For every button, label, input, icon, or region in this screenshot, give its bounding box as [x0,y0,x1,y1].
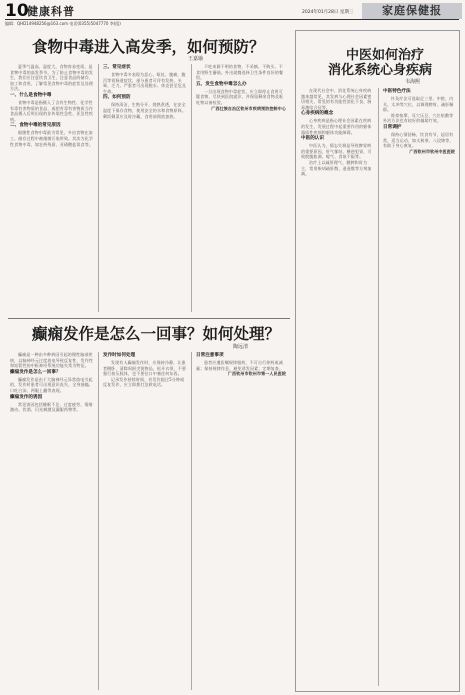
paragraph: 常见诱因包括睡眠不足、过度疲劳、情绪激动、饮酒、闪光刺激及漏服药物等。 [10,401,93,413]
column-divider [98,352,99,690]
paragraph: 夏季气温高，湿度大，食物容易变质，是食物中毒的高发季节。为了防止食物中毒的发生，我们应注意饮食卫生，注意食品的储存、加工和食用，了解常见食物中毒的症状及处理方法。 [10,64,93,92]
subheading: 心身疾病的概念 [301,111,334,117]
subheading: 癫痫发作的诱因 [10,394,43,400]
page-header [0,0,465,26]
editor-info: 编辑：QHD14948256@163.com 电话(0355)5047770 李(组) [5,21,121,26]
paragraph: 保持清洁，生熟分开，烧熟煮透，在安全温度下保存食物，使用安全的水和食物原料。剩饭剩菜应及时冷藏，食用前彻底加热。 [103,102,186,119]
article-source: 广西钦州市钦州市第一人民医院 [227,371,286,377]
article-column [196,64,286,312]
subheading: 五、发生食物中毒怎么办 [196,81,247,87]
newspaper-masthead: 家庭保健报 [362,3,462,19]
header-rule [5,19,459,20]
article-column [10,352,94,690]
paragraph: 记录发作持续时间，若发作超过5分钟或反复发作，应立即拨打急救电话。 [103,376,185,388]
article-title-line-2: 消化系统心身疾病 [327,63,432,78]
article-column [103,64,187,312]
paragraph: 一旦出现食物中毒症状，应立即停止食用可疑食物，尽快到医院就诊，并保留剩余食物及呕吐物以备检验。 [196,88,284,105]
paragraph: 针灸疗法可选取足三里、中脘、内关、太冲等穴位，以调理脾胃、疏肝解郁。 [383,96,454,113]
paragraph: 心身疾病是指心理社会因素在疾病的发生、发展过程中起重要作用的躯体器质性疾病和躯体功能障碍。 [301,118,372,135]
column-divider [98,64,99,312]
paragraph: 发现有人癫痫发作时，应保持冷静，让患者侧卧，清除周围尖锐物品，松开衣领，不要强行按压肢体，也不要往口中塞任何东西。 [103,360,186,377]
paragraph: 细菌性食物中毒最为常见，多由食物在加工、储存过程中被细菌污染所致。其次为化学性食物中毒，如农药残留、亚硝酸盐误食等。 [10,130,93,147]
paragraph: 推拿按摩、耳穴压豆、穴位贴敷等外治方法也有较好的辅助疗效。 [383,112,454,124]
subheading: 四、如何预防 [103,95,131,101]
paragraph: 食物中毒是指摄入了含有生物性、化学性有毒有害物质的食品，或把有毒有害物质当作食品摄入后所出现的非传染性急性、亚急性疾病。 [10,99,93,122]
column-divider [191,352,192,690]
article-author: 陶远清 [233,344,249,350]
subheading: 癫痫发作是怎么一回事？ [10,369,61,375]
subheading: 中医的认识 [301,136,324,142]
article-column [301,88,373,688]
paragraph: 保持心情舒畅，饮食有节，起居有常，适当运动，如太极拳、八段锦等，有助于身心康复。 [383,131,454,149]
paragraph: 患者应遵医嘱规律服药，不可自行停药或减量；保持规律作息，避免诱发因素；定期复查。 [196,360,284,371]
article-column [103,352,187,690]
subheading: 日常注意事项 [196,353,224,358]
subheading: 二、食物中毒的常见原因 [10,123,61,129]
article-source: 广西钦州市钦州中医医院 [409,148,455,154]
article-author: 王嘉瑜 [188,56,204,62]
article-column [383,88,455,688]
article-title-line-1: 中医如何治疗 [345,48,424,63]
article-title-epilepsy: 癫痫发作是怎么一回事？如何处理？ [32,324,281,343]
subheading: 三、常见症状 [103,65,131,70]
column-divider [191,64,192,312]
subheading: 中医特色疗法 [383,89,411,94]
article-column [196,352,286,690]
issue-date: 2024年01月28日 星期三 [302,10,354,15]
article-column [10,64,94,312]
article-divider [8,318,290,319]
subheading: 一、什么是食物中毒 [10,92,52,98]
paragraph: 不吃来源不明的食物，不采摘、不购买、不食用野生蘑菇。外出就餐选择卫生条件良好的餐馆。 [196,64,284,81]
paragraph: 治疗上以疏肝理气、健脾和胃为主，常用柴胡疏肝散、逍遥散等方剂加减。 [301,159,372,177]
article-source: 广西壮族自治区钦州市疾病预防控制中心 [211,105,286,111]
page-number: 10 [5,1,29,21]
article-title-food-poisoning: 食物中毒进入高发季，如何预防？ [32,37,265,56]
paragraph: 癫痫是一种由多种病因引起的慢性脑部疾病，以脑神经元过度放电导致反复性、发作性和短暂性的中枢神经系统功能失常为特征。 [10,352,93,369]
paragraph: 在现代社会中，消化系统心身疾病越来越常见，其发病与心理社会因素密切相关，常见的有功能性消化不良、肠易激综合征等。 [301,88,372,110]
section-title: 健康科普 [27,5,75,18]
subheading: 日常调护 [383,124,402,130]
paragraph: 食物中毒多表现为恶心、呕吐、腹痛、腹泻等胃肠道症状，部分患者可伴有发热、头晕、乏力。严重者可出现脱水、休克甚至危及生命。 [103,72,186,94]
subheading: 发作时如何处理 [103,353,136,358]
column-divider [378,88,379,686]
paragraph: 癫痫发作是由于大脑神经元异常放电引起的，发作时患者可出现意识丧失、全身抽搐、口吐白沫、两眼上翻等表现。 [10,376,93,393]
paragraph: 中医认为，情志失调是导致脾胃病的重要原因，肝气郁结、横逆犯胃，可致脘腹胀满、嗳气、食欲不振等。 [301,143,372,160]
article-author: 韦海熙 [405,79,421,85]
